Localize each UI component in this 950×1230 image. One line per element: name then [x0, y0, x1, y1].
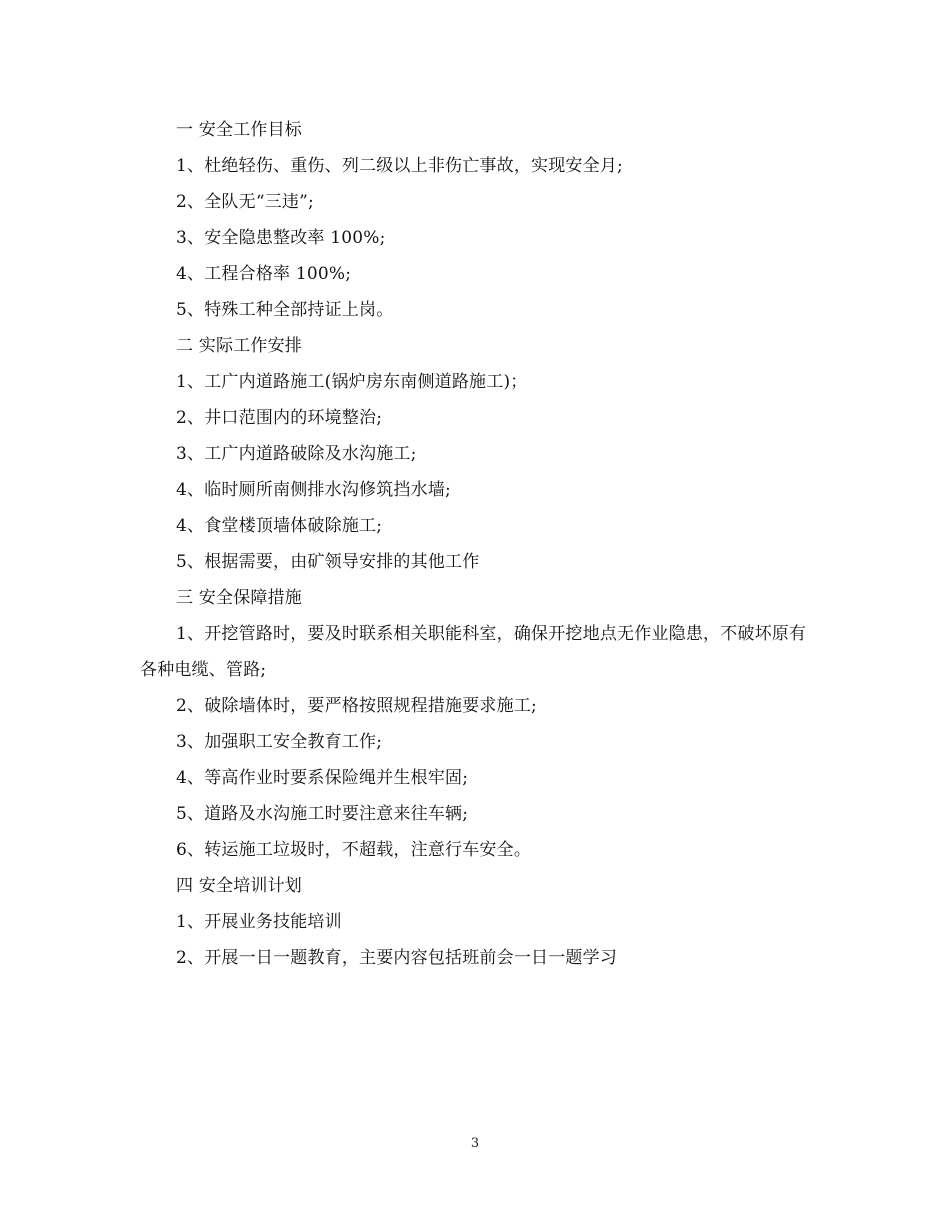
document-body [140, 112, 810, 976]
list-item: 5、根据需要，由矿领导安排的其他工作 [176, 552, 480, 572]
list-item: 4、等高作业时要系保险绳并生根牢固; [176, 768, 469, 788]
list-item: 2、全队无“三违”; [176, 192, 314, 212]
section-heading: 二 实际工作安排 [176, 336, 303, 356]
list-item: 2、开展一日一题教育，主要内容包括班前会一日一题学习 [176, 948, 618, 968]
list-item: 4、工程合格率 100%; [176, 264, 352, 284]
list-item: 4、临时厕所南侧排水沟修筑挡水墙; [176, 480, 451, 500]
list-item: 1、杜绝轻伤、重伤、列二级以上非伤亡事故，实现安全月; [176, 156, 623, 176]
list-item: 1、工广内道路施工(锅炉房东南侧道路施工)； [176, 372, 528, 392]
section-heading: 四 安全培训计划 [176, 876, 303, 896]
section-heading: 一 安全工作目标 [176, 120, 303, 140]
section-heading: 三 安全保障措施 [176, 588, 303, 608]
page-number: 3 [470, 1136, 480, 1151]
list-item: 3、工广内道路破除及水沟施工; [176, 444, 417, 464]
list-item: 3、加强职工安全教育工作; [176, 732, 383, 752]
list-item: 2、破除墙体时，要严格按照规程措施要求施工; [176, 696, 537, 716]
list-item: 1、开挖管路时，要及时联系相关职能科室，确保开挖地点无作业隐患，不破坏原有各种电缆、管路; [140, 624, 807, 680]
list-item: 3、安全隐患整改率 100%; [176, 228, 386, 248]
list-item: 2、井口范围内的环境整治; [176, 408, 383, 428]
list-item: 5、特殊工种全部持证上岗。 [176, 300, 394, 320]
list-item: 6、转运施工垃圾时，不超载，注意行车安全。 [176, 840, 532, 860]
list-item: 1、开展业务技能培训 [176, 912, 342, 932]
list-item: 5、道路及水沟施工时要注意来往车辆; [176, 804, 469, 824]
list-item: 4、食堂楼顶墙体破除施工; [176, 516, 383, 536]
